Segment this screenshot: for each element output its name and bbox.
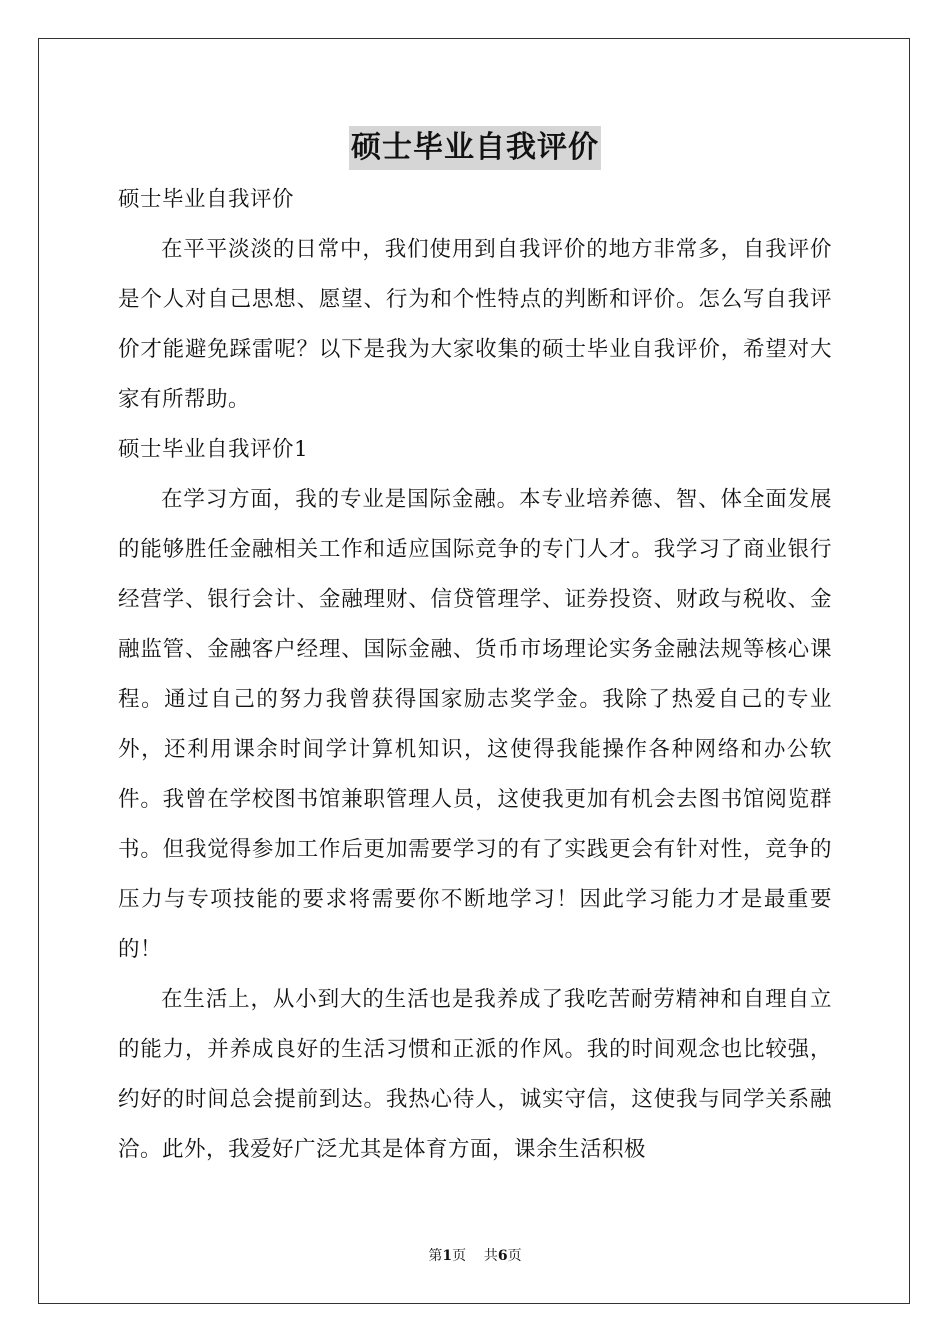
total-suffix: 页 [507,1248,522,1264]
total-pages: 6 [497,1248,508,1264]
body-paragraph: 在生活上，从小到大的生活也是我养成了我吃苦耐劳精神和自理自立的能力，并养成良好的生活习惯和正派的作风。我的时间观念也比较强，约好的时间总会提前到达。我热心待人，诚实守信，这使我与同学关系融洽。此外，我爱好广泛尤其是体育方面，课余生活积极 [118,987,832,1162]
body-paragraph: 在平平淡淡的日常中，我们使用到自我评价的地方非常多，自我评价是个人对自己思想、愿望、行为和个性特点的判断和评价。怎么写自我评价才能避免踩雷呢？以下是我为大家收集的硕士毕业自我评价，希望对大家有所帮助。 [118,237,832,412]
page-number: 1 [442,1248,453,1264]
document-body [118,175,832,1175]
section-heading: 硕士毕业自我评价1 [118,437,309,462]
page-prefix: 第 [428,1248,443,1264]
body-paragraph: 在学习方面，我的专业是国际金融。本专业培养德、智、体全面发展的能够胜任金融相关工作和适应国际竞争的专门人才。我学习了商业银行经营学、银行会计、金融理财、信贷管理学、证券投资、财政与税收、金融监管、金融客户经理、国际金融、货币市场理论实务金融法规等核心课程。通过自己的努力我曾获得国家励志奖学金。我除了热爱自己的专业外，还利用课余时间学计算机知识，这使得我能操作各种网络和办公软件。我曾在学校图书馆兼职管理人员，这使我更加有机会去图书馆阅览群书。但我觉得参加工作后更加需要学习的有了实践更会有针对性，竞争的压力与专项技能的要求将需要你不断地学习！因此学习能力才是最重要的！ [118,487,832,962]
title-wrap [0,126,950,170]
total-prefix: 共 [483,1248,498,1264]
document-title: 硕士毕业自我评价 [349,126,601,170]
page-footer [0,1245,950,1265]
section-heading: 硕士毕业自我评价 [118,187,295,212]
page-suffix: 页 [452,1248,467,1264]
